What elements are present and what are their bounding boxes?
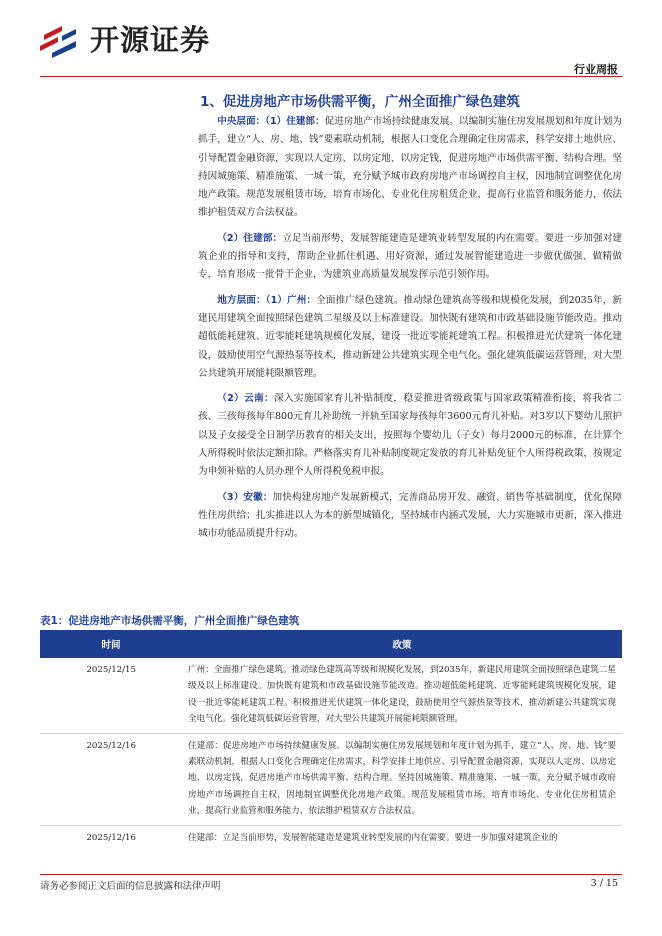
paragraph-text: 深入实施国家育儿补贴制度，稳妥推进省级政策与国家政策精准衔接，将我省二孩、三孩每孩每年800元育儿补助统一并轨至国家每孩每年3600元育儿补贴。对3岁以下婴幼儿照护以及子女接受全日制学历教育的相关支出，按照每个婴幼儿（子女）每月2000元的标准，在计算个人所得税时依法定额扣除。严格落实育儿补贴制度规定发放的育儿补贴免征个人所得税政策，按规定为申领补贴的人员办理个人所得税免税申报。 xyxy=(198,393,622,478)
table-row xyxy=(40,825,622,851)
page-number: 3 / 15 xyxy=(590,878,618,889)
logo-mark-icon xyxy=(38,20,80,58)
paragraph-lead: 中央层面：（1）住建部： xyxy=(217,116,325,127)
table-cell-policy: 住建部：促进房地产市场持续健康发展。以编制实施住房发展规划和年度计划为抓手，建立“人、房、地、钱”要素联动机制，根据人口变化合理确定住房需求，科学安排土地供应、引导配置金融资源，实现以人定房、以房定地、以房定钱，促进房地产市场供需平衡、结构合理。坚持因城施策、精准施策、一城一策，充分赋予城市政府房地产市场调控自主权，因地制宜调整优化房地产政策。规范发展租赁市场，培育市场化、专业化住房租赁企业，提高行业监管和服务能力，依法维护租赁双方合法权益。 xyxy=(182,733,622,825)
paragraph-text: 立足当前形势，发展智能建造是建筑业转型发展的内在需要。要进一步加强对建筑企业的指导和支持，帮助企业抓住机遇、用好资源，通过发展智能建造进一步做优做强、做精做专，培育形成一批骨干企业，为建筑业高质量发展发挥示范引领作用。 xyxy=(198,232,622,281)
paragraph-yunnan xyxy=(198,390,622,481)
table-title: 表1：促进房地产市场供需平衡，广州全面推广绿色建筑 xyxy=(40,615,300,627)
paragraph-text: 全面推广绿色建筑。推动绿色建筑高等级和规模化发展，到2035年，新建民用建筑全面按照绿色建筑二星级及以上标准建设。加快既有建筑和市政基础设施节能改造。推动超低能耗建筑、近零能耗建筑规模化发展，建设一批近零能耗建筑工程。积极推进光伏建筑一体化建设，鼓励使用空气源热泵等技术，推动新建公共建筑实现全电气化。强化建筑低碳运营管理，对大型公共建筑开展能耗限额管理。 xyxy=(198,294,622,379)
report-type-label: 行业周报 xyxy=(574,63,618,76)
paragraph-central-construction xyxy=(198,230,622,285)
paragraph-lead: （3）安徽： xyxy=(217,491,273,503)
table-header-row xyxy=(40,630,622,658)
company-logo xyxy=(38,18,210,59)
table-cell-date: 2025/12/15 xyxy=(40,658,182,733)
footer-divider xyxy=(40,874,622,875)
paragraph-text: 加快构建房地产发展新模式，完善商品房开发、融资、销售等基础制度，优化保障性住房供给；扎实推进以人为本的新型城镇化，坚持城市内涵式发展，大力实施城市更新，深入推进城市功能品质提升行动。 xyxy=(198,491,622,540)
paragraph-lead: 地方层面：（1）广州： xyxy=(217,294,317,306)
section-title: 1、促进房地产市场供需平衡，广州全面推广绿色建筑 xyxy=(200,94,520,110)
paragraph-central-housing xyxy=(198,113,622,223)
footer-disclaimer: 请务必参阅正文后面的信息披露和法律声明 xyxy=(40,881,221,892)
table-cell-date: 2025/12/16 xyxy=(40,733,182,825)
logo-text: 开源证券 xyxy=(90,23,211,57)
column-header-policy: 政策 xyxy=(182,630,622,658)
table-cell-policy: 住建部：立足当前形势，发展智能建造是建筑业转型发展的内在需要。要进一步加强对建筑企业的 xyxy=(188,832,558,843)
paragraph-anhui xyxy=(198,489,622,544)
header-divider xyxy=(40,76,622,77)
body-text xyxy=(198,113,622,551)
column-header-date: 时间 xyxy=(40,630,182,658)
table-cell-date: 2025/12/16 xyxy=(86,832,136,843)
table-row xyxy=(40,733,622,825)
paragraph-guangzhou xyxy=(198,292,622,383)
table-row xyxy=(40,658,622,733)
paragraph-lead: （2）云南： xyxy=(217,393,274,405)
table-cell-policy: 广州：全面推广绿色建筑。推动绿色建筑高等级和规模化发展，到2035年，新建民用建筑全面按照绿色建筑二星级及以上标准建设。加快既有建筑和市政基础设施节能改造。推动超低能耗建筑、近零能耗建筑规模化发展，建设一批近零能耗建筑工程。积极推进光伏建筑一体化建设，鼓励使用空气源热泵等技术，推动新建公共建筑实现全电气化。强化建筑低碳运营管理，对大型公共建筑开展能耗限额管理。 xyxy=(182,658,622,733)
paragraph-text: 促进房地产市场持续健康发展。以编制实施住房发展规划和年度计划为抓手，建立“人、房、地、钱”要素联动机制，根据人口变化合理确定住房需求，科学安排土地供应、引导配置金融资源，实现以人定房、以房定地、以房定钱，促进房地产市场供需平衡、结构合理。坚持因城施策、精准施策、一城一策，充分赋予城市政府房地产市场调控自主权，因地制宜调整优化房地产政策。规范发展租赁市场，培育市场化、专业化住房租赁企业，提高行业监管和服务能力，依法维护租赁双方合法权益。 xyxy=(198,116,622,219)
paragraph-lead: （2）住建部： xyxy=(217,232,283,244)
policy-table xyxy=(40,630,622,851)
